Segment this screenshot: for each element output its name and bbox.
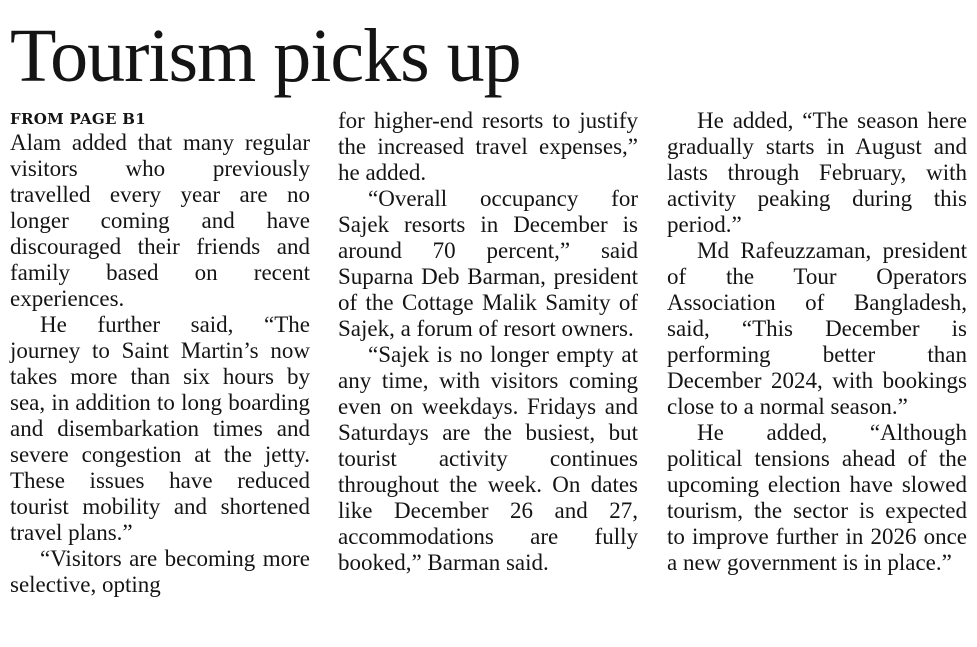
paragraph: He added, “The season here gradually starts in August and lasts through February, with activity peaking during this period.” (667, 108, 967, 237)
paragraph: He further said, “The journey to Saint Martin’s now takes more than six hours by sea, in addition to long boarding and disembarkation times and severe congestion at the jetty. These issues have reduced tourist mobility and shortened travel plans.” (10, 312, 310, 545)
paragraph: Alam added that many regular visitors who previously travelled every year are no longer coming and have discouraged their friends and family based on recent experiences. (10, 130, 310, 311)
kicker: FROM PAGE B1 (10, 110, 147, 128)
paragraph: He added, “Although political tensions ahead of the upcoming election have slowed tourism, the sector is expected to improve further in 2026 once a new government is in place.” (667, 420, 967, 575)
paragraph: “Overall occupancy for Sajek resorts in December is around 70 percent,” said Suparna Deb Barman, president of the Cottage Malik Samity of Sajek, a forum of resort owners. (338, 186, 638, 341)
article-column-1 (10, 108, 310, 598)
paragraph: Md Rafeuzzaman, president of the Tour Operators Association of Bangladesh, said, “This December is performing better than December 2024, with bookings close to a normal season.” (667, 238, 967, 419)
headline: Tourism picks up (10, 14, 521, 98)
article-column-3 (667, 108, 967, 576)
article-column-2 (338, 108, 638, 576)
paragraph: “Sajek is no longer empty at any time, with visitors coming even on weekdays. Fridays and Saturdays are the busiest, but tourist activity continues throughout the week. On dates like December 26 and 27, accommodations are fully booked,” Barman said. (338, 342, 638, 575)
paragraph: “Visitors are becoming more selective, opting (10, 546, 310, 597)
paragraph-continued: for higher-end resorts to justify the increased travel expenses,” he added. (338, 108, 638, 185)
